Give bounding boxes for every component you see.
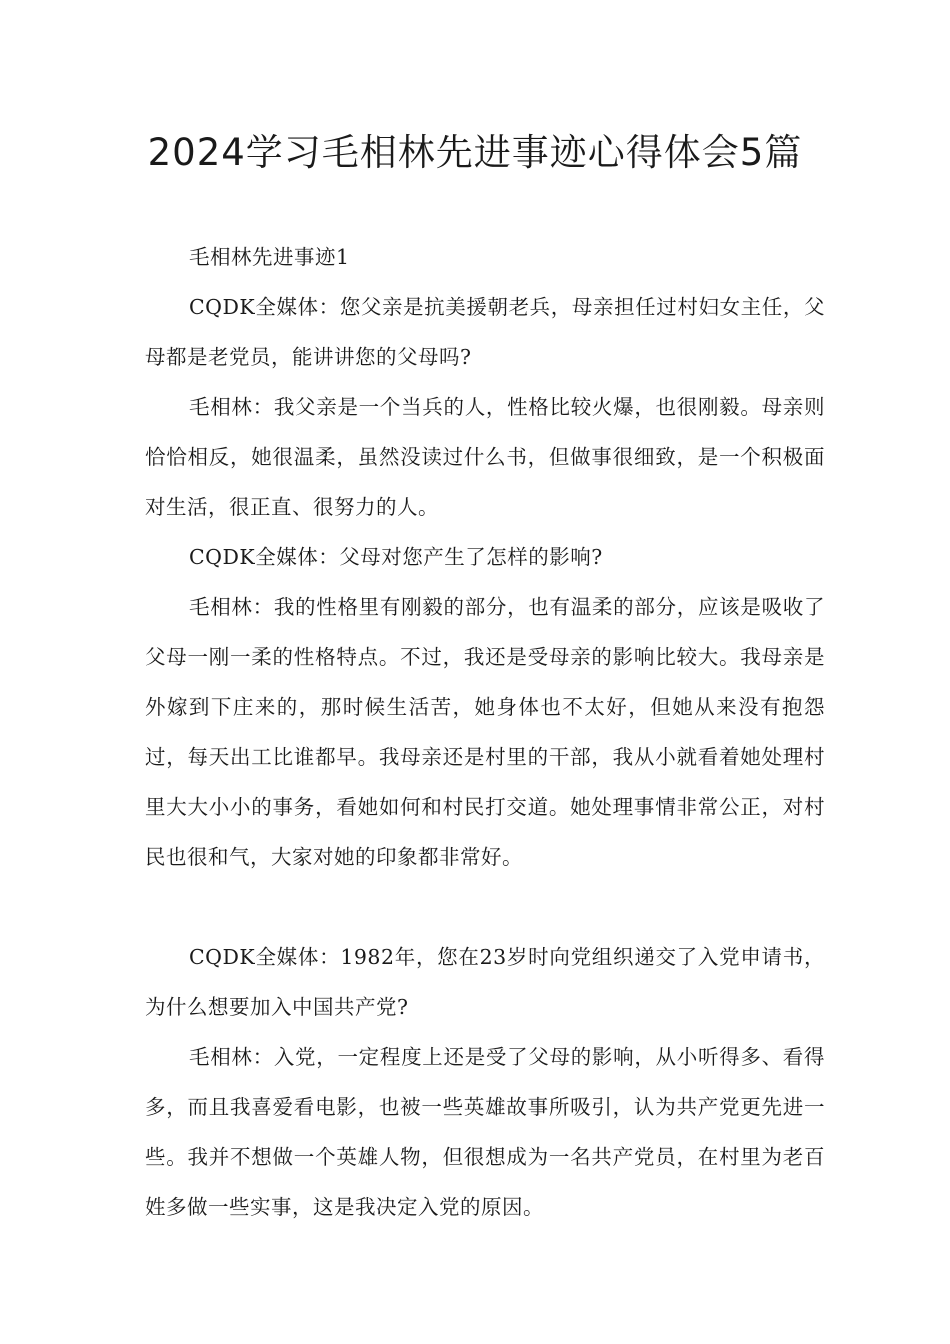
paragraph-answer-3: 毛相林：入党，一定程度上还是受了父母的影响，从小听得多、看得多，而且我喜爱看电影，也被一些英雄故事所吸引，认为共产党更先进一些。我并不想做一个英雄人物，但很想成为一名共产党员，在村里为老百姓多做一些实事，这是我决定入党的原因。 <box>145 1045 825 1219</box>
document-title: 2024学习毛相林先进事迹心得体会5篇 <box>147 131 803 174</box>
paragraph-question-2: CQDK全媒体：父母对您产生了怎样的影响? <box>189 545 603 569</box>
section-heading: 毛相林先进事迹1 <box>189 245 350 269</box>
paragraph-question-1: CQDK全媒体：您父亲是抗美援朝老兵，母亲担任过村妇女主任，父母都是老党员，能讲讲您的父母吗? <box>145 295 825 369</box>
paragraph-answer-1: 毛相林：我父亲是一个当兵的人，性格比较火爆，也很刚毅。母亲则恰恰相反，她很温柔，虽然没读过什么书，但做事很细致，是一个积极面对生活，很正直、很努力的人。 <box>145 395 825 519</box>
document-body <box>145 232 825 1232</box>
paragraph-answer-2: 毛相林：我的性格里有刚毅的部分，也有温柔的部分，应该是吸收了父母一刚一柔的性格特点。不过，我还是受母亲的影响比较大。我母亲是外嫁到下庄来的，那时候生活苦，她身体也不太好，但她从来没有抱怨过，每天出工比谁都早。我母亲还是村里的干部，我从小就看着她处理村里大大小小的事务，看她如何和村民打交道。她处理事情非常公正，对村民也很和气，大家对她的印象都非常好。 <box>145 595 825 869</box>
paragraph-question-3: CQDK全媒体：1982年，您在23岁时向党组织递交了入党申请书，为什么想要加入中国共产党? <box>145 945 825 1019</box>
paragraph-spacer <box>145 882 825 932</box>
